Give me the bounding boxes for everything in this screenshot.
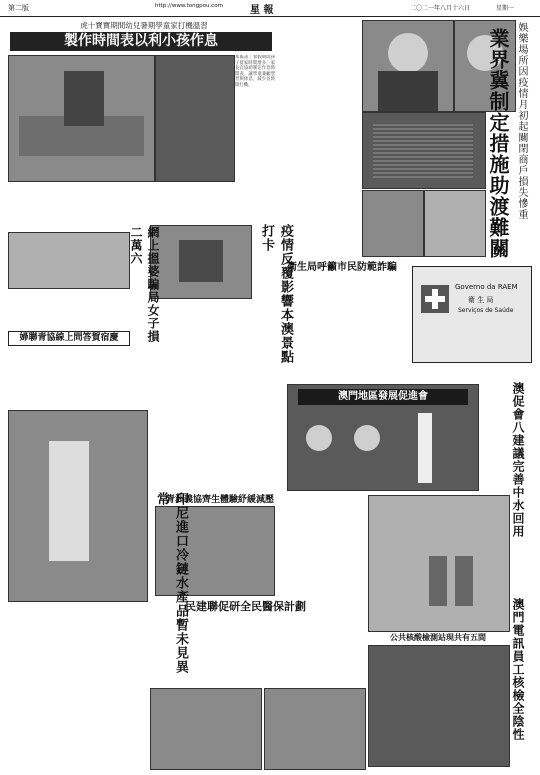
story-youth-body [276, 490, 366, 595]
ruins-photo [150, 225, 252, 299]
story-frozen-headline: 印尼進口冷鏈水產品暫未見異常 [154, 492, 188, 674]
story-district-headline: 澳促會八建議完善中水回用 [511, 382, 525, 538]
story-scam-lead [8, 290, 100, 330]
paper-name: 星 報 [250, 5, 274, 16]
story-parks-column-1: 本報訊｜暑假期間孩子留家時間增多，家長宜協助制定作息時間表，讓學童兼顧學習與休息，減少長時間打機。 [235, 55, 275, 88]
park-bench-photo [155, 55, 235, 182]
district-banner: 澳門地區發展促進會 [298, 389, 468, 405]
health-bureau-sign [412, 266, 532, 363]
story-staff-headline: 澳門電訊員工核檢全陰性 [511, 598, 525, 741]
telecom-building-photo [368, 495, 510, 632]
sign-line-2: 衛 生 局 [468, 296, 494, 304]
story-retail-subhead: 娛樂場所因疫情月初起關閉商戶損失慘重 [516, 22, 527, 220]
story-clinic-headline: 民建聯促研全民醫保計劃 [185, 600, 306, 613]
issue-date: 二〇二一年八月十六日 [410, 5, 471, 12]
story-health-body [287, 274, 409, 374]
clinic-photo [150, 688, 262, 770]
story-district-body [480, 384, 508, 494]
masthead [0, 0, 540, 17]
shuttered-shop-photo [362, 112, 486, 189]
story-parks-kicker: 虎十寶寶期間幼兒暑期學童家打機溫習 [80, 21, 208, 30]
story-health-headline: 衛生局呼籲市民防範詐騙 [287, 262, 397, 273]
sign-line-1: Governo da RAEM [455, 283, 518, 291]
street-photo [362, 190, 424, 257]
district-meeting-photo [287, 384, 479, 491]
story-women-headline: 婦聯青協線上問答賀宿慶 [8, 331, 130, 346]
sign-line-3: Serviços de Saúde [458, 307, 514, 314]
story-retail-headline: 業界冀制定措施助渡難關 [486, 28, 510, 259]
clinic-interior-photo [264, 688, 366, 770]
cross-emblem-icon [421, 285, 449, 313]
story-women-body-b [150, 375, 280, 495]
story-youth-headline: 青洲義協齊生體驗紓緩減壓 [165, 495, 274, 505]
story-women-body [8, 347, 146, 407]
story-health-body-b [412, 364, 530, 382]
story-parks-body-a [8, 183, 143, 228]
story-retail-body-b [236, 190, 358, 220]
interview-photo-1 [362, 20, 454, 112]
story-tourism-body [150, 300, 250, 370]
story-tourism-headline: 疫情反覆影響本澳景點打卡 [259, 224, 293, 364]
story-clinic-body [150, 614, 364, 684]
closed-door-photo [424, 190, 486, 257]
masthead-url[interactable]: http://www.tongpou.com [155, 3, 223, 9]
page-number: 第二版 [8, 4, 29, 12]
story-retail-body [286, 20, 358, 190]
story-scam-headline: 網上搵婆騙局女子損二萬六 [129, 226, 160, 343]
story-telecom-headline: 公共核酸檢測站現共有五間 [390, 632, 486, 642]
issue-weekday: 星期一 [496, 5, 515, 12]
playground-photo [8, 55, 155, 182]
story-frozen-body [8, 604, 146, 764]
testing-photo [8, 410, 148, 602]
games-photo [8, 232, 130, 289]
staff-testing-photo [368, 645, 510, 767]
story-parks-headline: 製作時間表以利小孩作息 [10, 32, 272, 51]
